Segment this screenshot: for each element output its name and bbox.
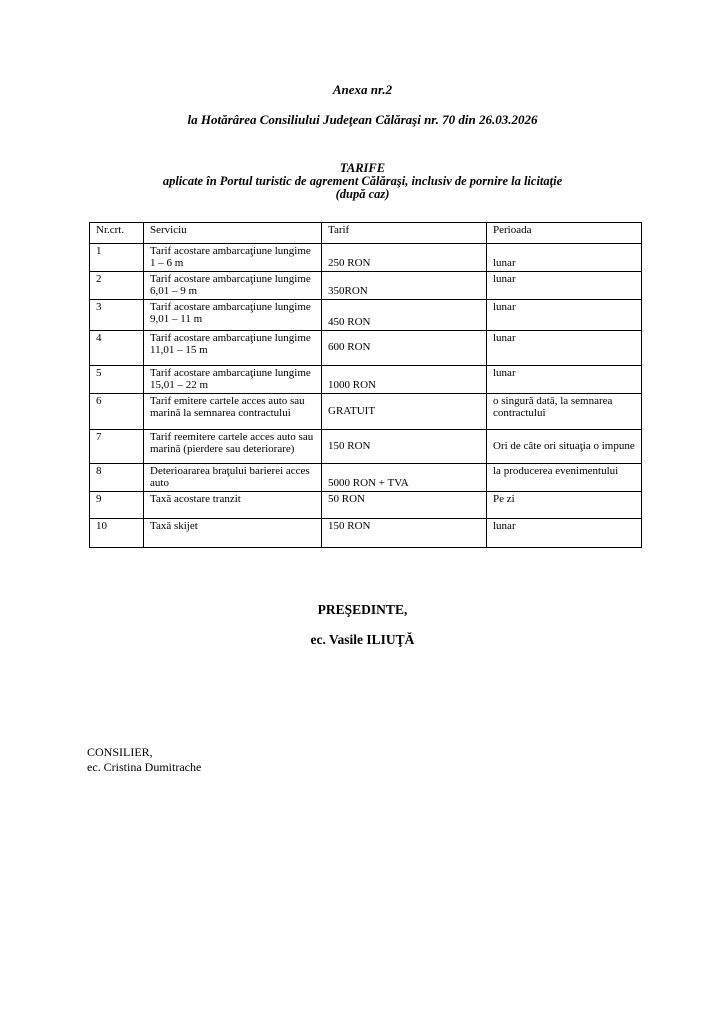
service-cell: Taxă acostare tranzit bbox=[144, 492, 322, 519]
row-number-cell: 9 bbox=[90, 492, 144, 519]
service-cell: Tarif emitere cartele acces auto sau marină la semnarea contractului bbox=[144, 394, 322, 430]
period-cell: Ori de câte ori situaţia o impune bbox=[487, 430, 642, 464]
header-tarif: Tarif bbox=[322, 223, 487, 244]
tariff-cell: 150 RON bbox=[322, 519, 487, 548]
tariff-cell: 600 RON bbox=[322, 331, 487, 366]
row-number-cell: 1 bbox=[90, 244, 144, 272]
tariff-cell: 150 RON bbox=[322, 430, 487, 464]
tariff-subtitle: aplicate în Portul turistic de agrement Călăraşi, inclusiv de pornire la licitaţie bbox=[162, 174, 563, 188]
service-cell: Tarif acostare ambarcaţiune lungime 15,01 – 22 m bbox=[144, 366, 322, 394]
row-number-cell: 7 bbox=[90, 430, 144, 464]
tariff-table bbox=[89, 222, 642, 548]
table-row bbox=[90, 430, 642, 464]
tariff-title: TARIFE bbox=[339, 161, 386, 175]
advisor-name: ec. Cristina Dumitrache bbox=[87, 760, 202, 774]
service-cell: Tarif acostare ambarcaţiune lungime 6,01 – 9 m bbox=[144, 272, 322, 300]
advisor-signature-block bbox=[87, 745, 201, 775]
table-header-row bbox=[90, 223, 642, 244]
row-number-cell: 2 bbox=[90, 272, 144, 300]
table-header bbox=[90, 223, 642, 244]
table-row bbox=[90, 492, 642, 519]
row-number-cell: 10 bbox=[90, 519, 144, 548]
table-row bbox=[90, 331, 642, 366]
row-number-cell: 5 bbox=[90, 366, 144, 394]
table-row bbox=[90, 272, 642, 300]
table-row bbox=[90, 519, 642, 548]
tariff-note: (după caz) bbox=[335, 187, 390, 201]
period-cell: Pe zi bbox=[487, 492, 642, 519]
president-signature-block bbox=[0, 602, 725, 647]
tariff-cell: GRATUIT bbox=[322, 394, 487, 430]
annex-title: Anexa nr.2 bbox=[332, 82, 393, 97]
service-cell: Deterioararea braţului barierei acces auto bbox=[144, 464, 322, 492]
annex-header bbox=[0, 83, 725, 127]
tariff-cell: 1000 RON bbox=[322, 366, 487, 394]
service-cell: Tarif acostare ambarcaţiune lungime 9,01 – 11 m bbox=[144, 300, 322, 331]
period-cell: lunar bbox=[487, 272, 642, 300]
tariff-cell: 450 RON bbox=[322, 300, 487, 331]
period-cell: lunar bbox=[487, 366, 642, 394]
period-cell: la producerea evenimentului bbox=[487, 464, 642, 492]
row-number-cell: 4 bbox=[90, 331, 144, 366]
tariff-cell: 350RON bbox=[322, 272, 487, 300]
table-row bbox=[90, 366, 642, 394]
period-cell: o singură dată, la semnarea contractului bbox=[487, 394, 642, 430]
president-name: ec. Vasile ILIUŢĂ bbox=[310, 632, 415, 647]
service-cell: Tarif acostare ambarcaţiune lungime 1 – 6 m bbox=[144, 244, 322, 272]
table-row bbox=[90, 244, 642, 272]
tariff-table-body bbox=[90, 244, 642, 548]
header-serviciu: Serviciu bbox=[144, 223, 322, 244]
annex-subtitle: la Hotărârea Consiliului Judeţean Călăraşi nr. 70 din 26.03.2026 bbox=[187, 112, 538, 127]
period-cell: lunar bbox=[487, 519, 642, 548]
service-cell: Taxă skijet bbox=[144, 519, 322, 548]
row-number-cell: 6 bbox=[90, 394, 144, 430]
service-cell: Tarif acostare ambarcaţiune lungime 11,01 – 15 m bbox=[144, 331, 322, 366]
header-perioada: Perioada bbox=[487, 223, 642, 244]
table-row bbox=[90, 464, 642, 492]
tariff-heading bbox=[0, 162, 725, 201]
tariff-cell: 50 RON bbox=[322, 492, 487, 519]
row-number-cell: 8 bbox=[90, 464, 144, 492]
tariff-cell: 250 RON bbox=[322, 244, 487, 272]
president-title: PREŞEDINTE, bbox=[317, 602, 408, 617]
period-cell: lunar bbox=[487, 244, 642, 272]
header-nr-crt: Nr.crt. bbox=[90, 223, 144, 244]
row-number-cell: 3 bbox=[90, 300, 144, 331]
tariff-cell: 5000 RON + TVA bbox=[322, 464, 487, 492]
period-cell: lunar bbox=[487, 331, 642, 366]
service-cell: Tarif reemitere cartele acces auto sau marină (pierdere sau deteriorare) bbox=[144, 430, 322, 464]
period-cell: lunar bbox=[487, 300, 642, 331]
advisor-title: CONSILIER, bbox=[87, 745, 153, 759]
table-row bbox=[90, 394, 642, 430]
tariff-table-container bbox=[89, 222, 641, 548]
table-row bbox=[90, 300, 642, 331]
